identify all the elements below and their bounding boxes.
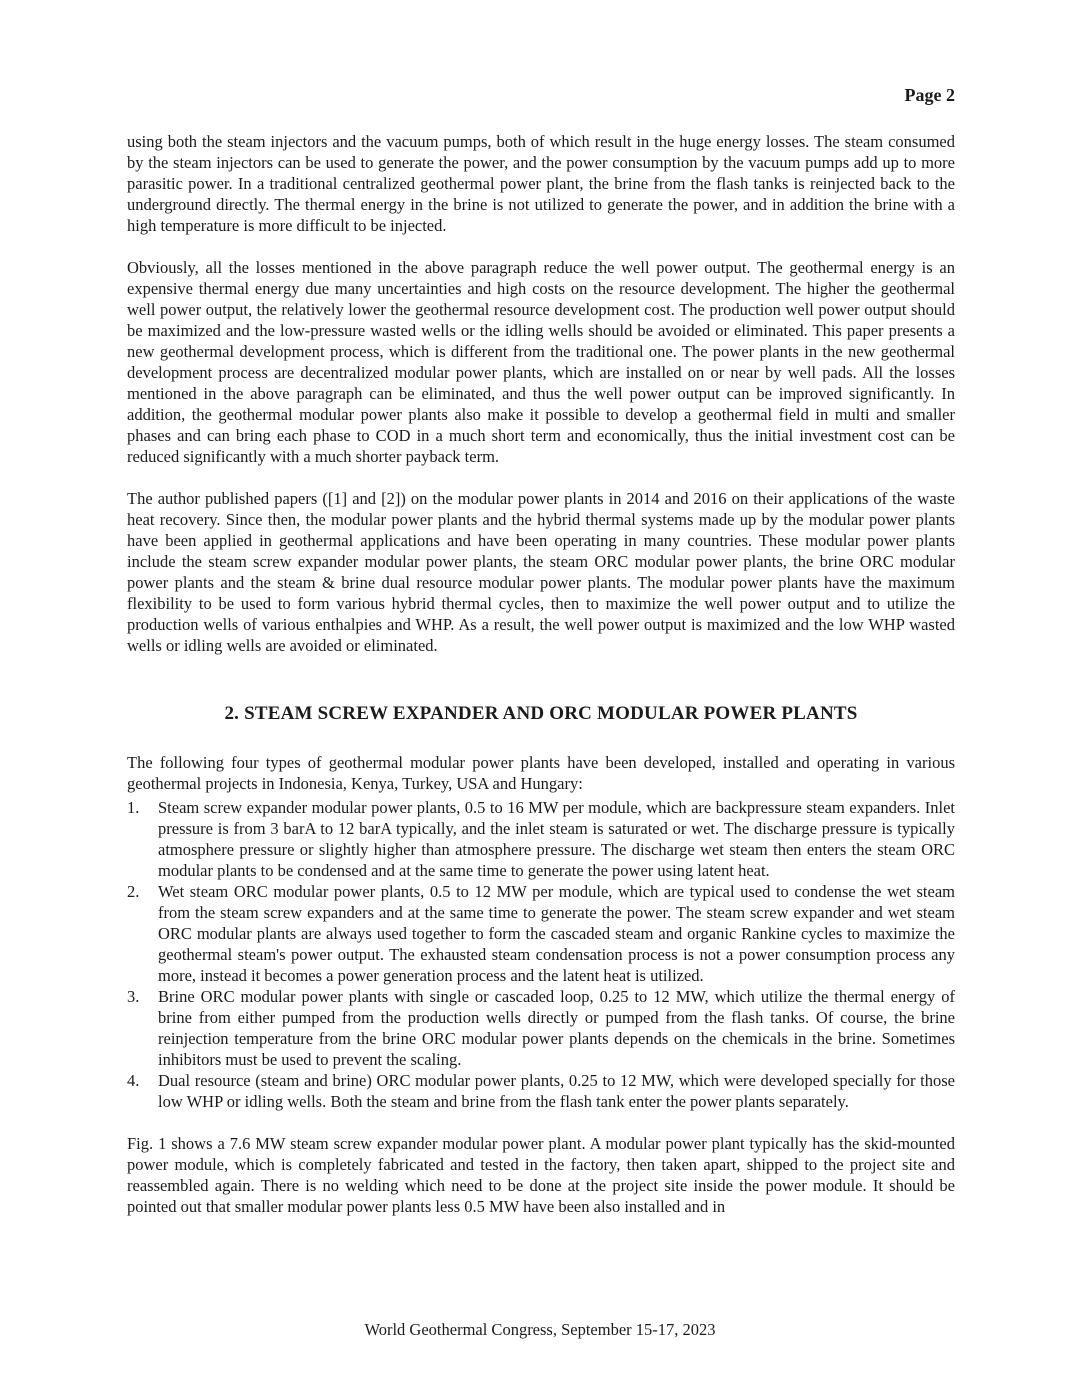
list-item-number: 3.	[127, 987, 140, 1006]
list-item	[127, 1070, 955, 1112]
list-item	[127, 881, 955, 986]
list-item-text: Wet steam ORC modular power plants, 0.5 to 12 MW per module, which are typical used to condense the wet steam from the steam screw expanders and at the same time to generate the power. The steam screw expander and wet steam ORC modular plants are always used together to form the cascaded steam and organic Rankine cycles to maximize the geothermal steam's power output. The exhausted steam condensation process is not a power consumption process any more, instead it becomes a power generation process and the latent heat is utilized.	[158, 882, 955, 985]
list-item-number: 2.	[127, 882, 140, 901]
list-item	[127, 986, 955, 1070]
body-paragraph-1: using both the steam injectors and the vacuum pumps, both of which result in the huge energy losses. The steam consumed by the steam injectors can be used to generate the power, and the power consumption by the vacuum pumps add up to more parasitic power. In a traditional centralized geothermal power plant, the brine from the flash tanks is reinjected back to the underground directly. The thermal energy in the brine is not utilized to generate the power, and in addition the brine with a high temperature is more difficult to be injected.	[127, 132, 955, 235]
numbered-list	[127, 797, 955, 1112]
footer-text: World Geothermal Congress, September 15-17, 2023	[364, 1320, 716, 1339]
page-number-label: Page 2	[904, 85, 955, 105]
list-item	[127, 797, 955, 881]
list-item-text: Steam screw expander modular power plants, 0.5 to 16 MW per module, which are backpressure steam expanders. Inlet pressure is from 3 barA to 12 barA typically, and the inlet steam is saturated or wet. The discharge pressure is typically atmosphere pressure or slightly higher than atmosphere pressure. The discharge wet steam then enters the steam ORC modular plants to be condensed and at the same time to generate the power using latent heat.	[158, 798, 955, 880]
list-item-number: 4.	[127, 1071, 140, 1090]
list-item-text: Brine ORC modular power plants with single or cascaded loop, 0.25 to 12 MW, which utilize the thermal energy of brine from either pumped from the production wells directly or pumped from the flash tanks. Of course, the brine reinjection temperature from the brine ORC modular power plants depends on the chemicals in the brine. Sometimes inhibitors must be used to prevent the scaling.	[158, 987, 955, 1069]
body-paragraph-3: The author published papers ([1] and [2]) on the modular power plants in 2014 and 2016 on their applications of the waste heat recovery. Since then, the modular power plants and the hybrid thermal systems made up by the modular power plants have been applied in geothermal applications and have been operating in many countries. These modular power plants include the steam screw expander modular power plants, the steam ORC modular power plants, the brine ORC modular power plants and the steam & brine dual resource modular power plants. The modular power plants have the maximum flexibility to be used to form various hybrid thermal cycles, then to maximize the well power output and to utilize the production wells of various enthalpies and WHP. As a result, the well power output is maximized and the low WHP wasted wells or idling wells are avoided or eliminated.	[127, 489, 955, 655]
list-item-number: 1.	[127, 798, 140, 817]
section-heading: 2. STEAM SCREW EXPANDER AND ORC MODULAR POWER PLANTS	[224, 703, 858, 724]
list-intro-paragraph: The following four types of geothermal modular power plants have been developed, installed and operating in various geothermal projects in Indonesia, Kenya, Turkey, USA and Hungary:	[127, 753, 955, 793]
list-item-text: Dual resource (steam and brine) ORC modular power plants, 0.25 to 12 MW, which were developed specially for those low WHP or idling wells. Both the steam and brine from the flash tank enter the power plants separately.	[158, 1071, 955, 1111]
closing-paragraph: Fig. 1 shows a 7.6 MW steam screw expander modular power plant. A modular power plant typically has the skid-mounted power module, which is completely fabricated and tested in the factory, then taken apart, shipped to the project site and reassembled again. There is no welding which need to be done at the project site inside the power module. It should be pointed out that smaller modular power plants less 0.5 MW have been also installed and in	[127, 1134, 955, 1216]
body-paragraph-2: Obviously, all the losses mentioned in the above paragraph reduce the well power output. The geothermal energy is an expensive thermal energy due many uncertainties and high costs on the resource development. The higher the geothermal well power output, the relatively lower the geothermal resource development cost. The production well power output should be maximized and the low-pressure wasted wells or the idling wells should be avoided or eliminated. This paper presents a new geothermal development process, which is different from the traditional one. The power plants in the new geothermal development process are decentralized modular power plants, which are installed on or near by well pads. All the losses mentioned in the above paragraph can be eliminated, and thus the well power output can be improved significantly. In addition, the geothermal modular power plants also make it possible to develop a geothermal field in multi and smaller phases and can bring each phase to COD in a much short term and economically, thus the initial investment cost can be reduced significantly with a much shorter payback term.	[127, 258, 955, 466]
